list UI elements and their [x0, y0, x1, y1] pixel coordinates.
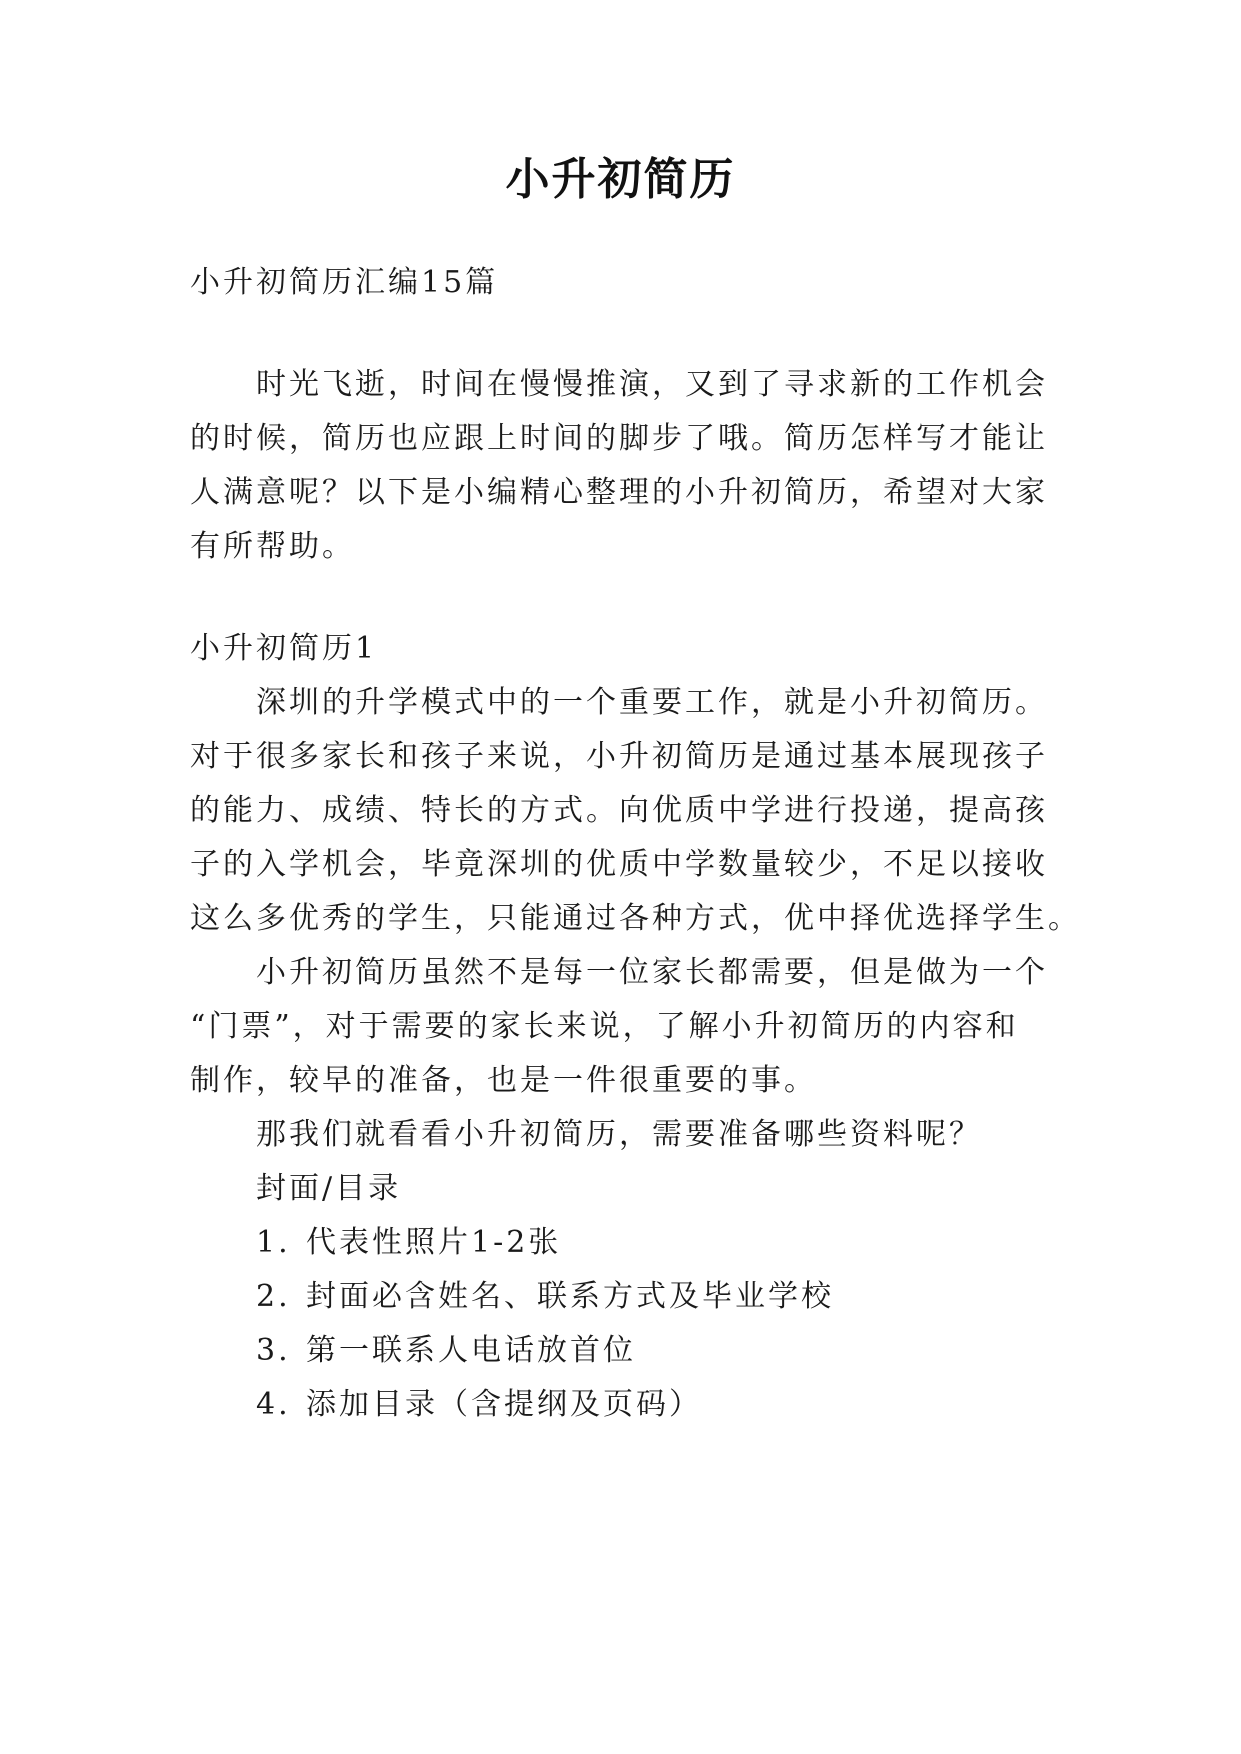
cover-heading: 封面/目录 [256, 1171, 402, 1206]
list-item-text: 封面必含姓名、联系方式及毕业学校 [306, 1279, 834, 1314]
intro-line-3: 人满意呢？以下是小编精心整理的小升初简历，希望对大家 [190, 475, 1048, 510]
para1-line-1: 深圳的升学模式中的一个重要工作，就是小升初简历。 [256, 685, 1048, 720]
intro-line-2: 的时候，简历也应跟上时间的脚步了哦。简历怎样写才能让 [190, 421, 1048, 456]
list-item-number: 4. [256, 1387, 291, 1422]
list-item-number: 2. [256, 1279, 291, 1314]
intro-line-4: 有所帮助。 [190, 529, 355, 564]
document-subtitle: 小升初简历汇编15篇 [190, 265, 499, 300]
section-heading: 小升初简历1 [190, 631, 378, 666]
para2-line-3: 制作，较早的准备，也是一件很重要的事。 [190, 1063, 817, 1098]
question-line: 那我们就看看小升初简历，需要准备哪些资料呢？ [256, 1117, 982, 1152]
para1-line-5: 这么多优秀的学生，只能通过各种方式，优中择优选择学生。 [190, 901, 1081, 936]
list-item-text: 添加目录（含提纲及页码） [306, 1387, 702, 1422]
para1-line-2: 对于很多家长和孩子来说，小升初简历是通过基本展现孩子 [190, 739, 1048, 774]
page-title: 小升初简历 [505, 154, 736, 205]
list-item-number: 1. [256, 1225, 291, 1260]
list-item-text: 代表性照片1-2张 [306, 1225, 562, 1260]
list-item [256, 1331, 1136, 1371]
list-item-text: 第一联系人电话放首位 [306, 1333, 636, 1368]
list-item [256, 1223, 1136, 1263]
para2-line-2: “门票”，对于需要的家长来说，了解小升初简历的内容和 [190, 1009, 1019, 1044]
list-item [256, 1277, 1136, 1317]
para1-line-3: 的能力、成绩、特长的方式。向优质中学进行投递，提高孩 [190, 793, 1048, 828]
para2-line-1: 小升初简历虽然不是每一位家长都需要，但是做为一个 [256, 955, 1048, 990]
list-item [256, 1385, 1136, 1425]
para1-line-4: 子的入学机会，毕竟深圳的优质中学数量较少，不足以接收 [190, 847, 1048, 882]
list-item-number: 3. [256, 1333, 291, 1368]
intro-line-1: 时光飞逝，时间在慢慢推演，又到了寻求新的工作机会 [256, 367, 1048, 402]
